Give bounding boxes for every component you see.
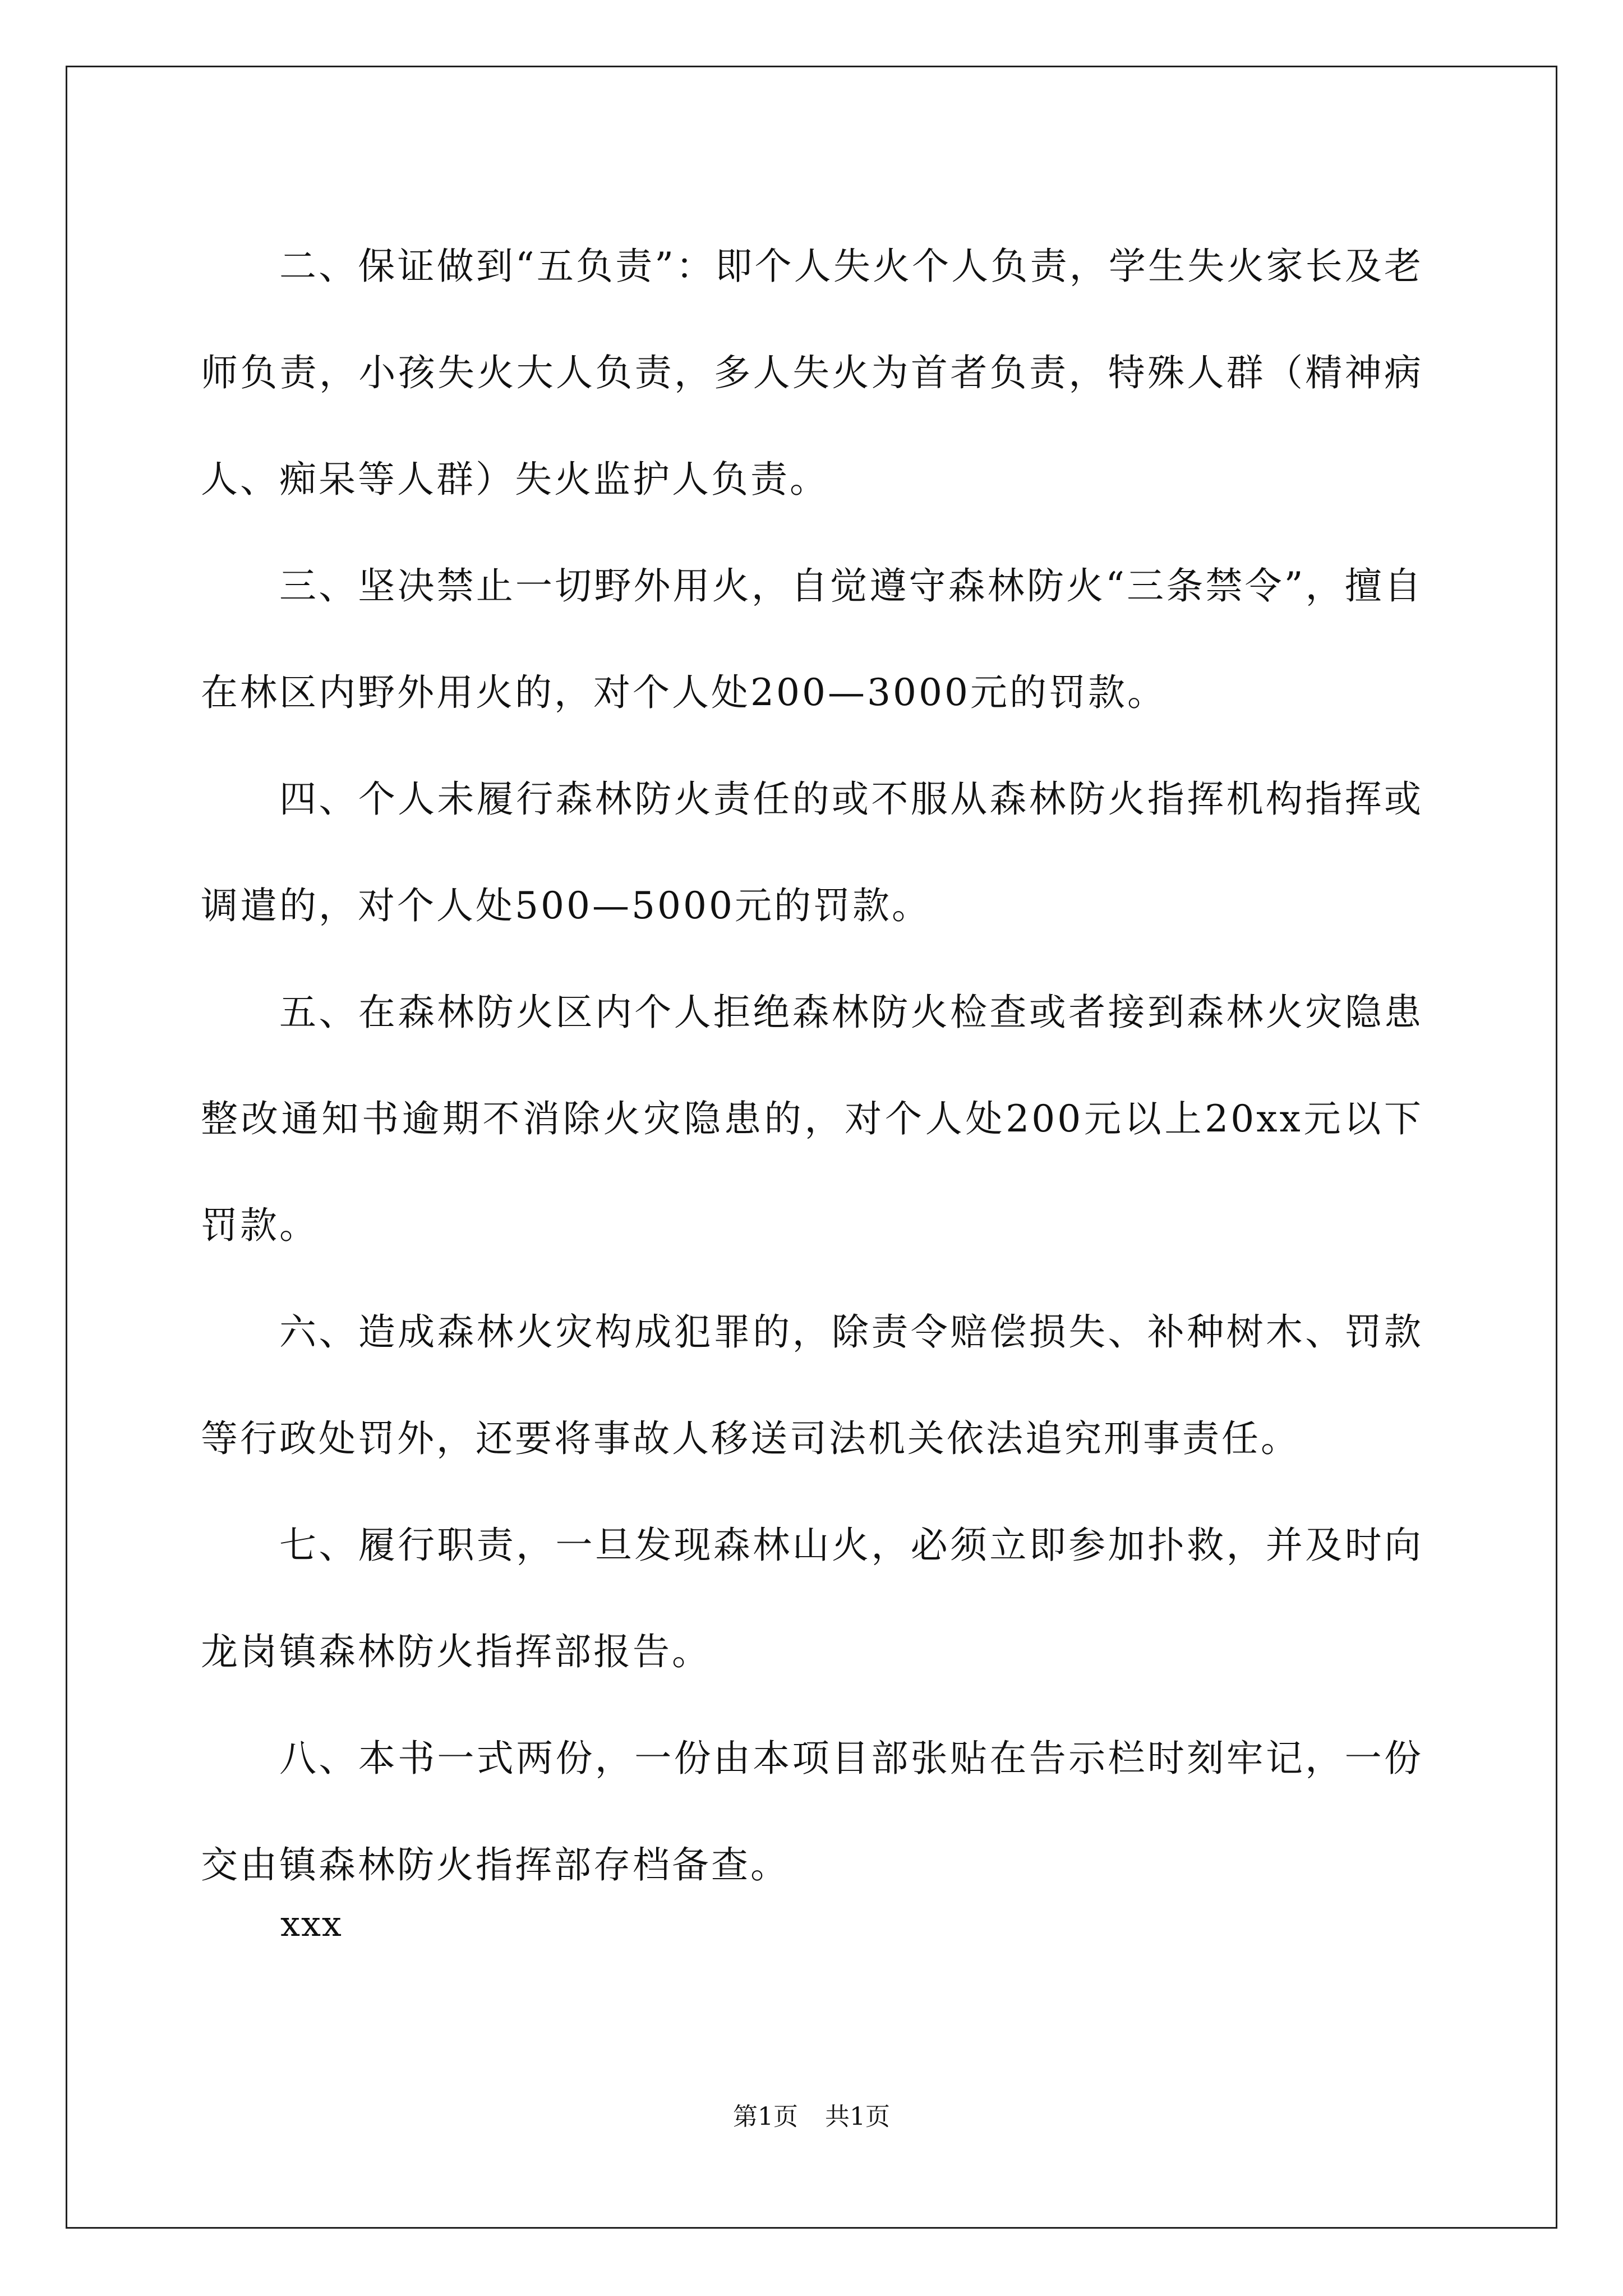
clause-eight: 八、本书一式两份，一份由本项目部张贴在告示栏时刻牢记，一份交由镇森林防火指挥部存档备查。 <box>201 1737 1423 1887</box>
clause-four: 四、个人未履行森林防火责任的或不服从森林防火指挥机构指挥或调遣的，对个人处500—5000元的罚款。 <box>201 777 1423 927</box>
document-body <box>201 213 1423 1918</box>
clause-six: 六、造成森林火灾构成犯罪的，除责令赔偿损失、补种树木、罚款等行政处罚外，还要将事故人移送司法机关依法追究刑事责任。 <box>201 1310 1423 1460</box>
clause-two: 二、保证做到“五负责”：即个人失火个人负责，学生失火家长及老师负责，小孩失火大人负责，多人失火为首者负责，特殊人群（精神病人、痴呆等人群）失火监护人负责。 <box>201 245 1423 501</box>
page-number: 第1页 <box>733 2102 798 2131</box>
page-total: 共1页 <box>825 2102 890 2131</box>
clause-three: 三、坚决禁止一切野外用火，自觉遵守森林防火“三条禁令”，擅自在林区内野外用火的，对个人处200—3000元的罚款。 <box>201 564 1423 714</box>
clause-seven: 七、履行职责，一旦发现森林山火，必须立即参加扑救，并及时向龙岗镇森林防火指挥部报告。 <box>201 1524 1423 1673</box>
clause-five: 五、在森林防火区内个人拒绝森林防火检查或者接到森林火灾隐患整改通知书逾期不消除火灾隐患的，对个人处200元以上20xx元以下罚款。 <box>201 991 1423 1247</box>
signature: xxx <box>280 1903 343 1944</box>
page-footer <box>0 2100 1623 2134</box>
